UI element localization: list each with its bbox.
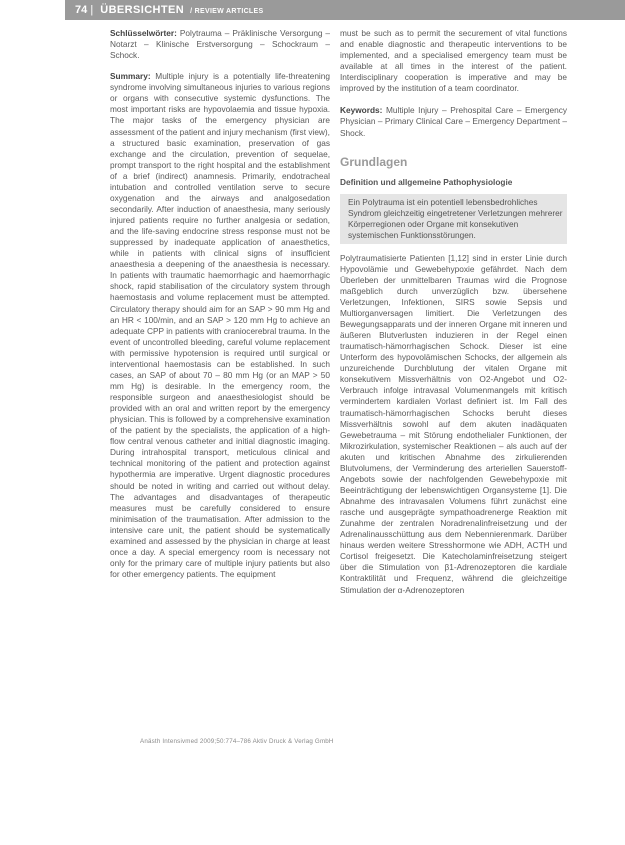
summary-continuation: must be such as to permit the securement of vital functions and enable diagnostic and therapeutic interventions to be implemented, and a specialised emergency team must be available at all times in the interest of the patient. Interdisciplinary cooperation is imperative and may be improved by the institution of a team coordinator. — [340, 28, 567, 94]
english-keywords — [340, 105, 567, 138]
subsection-title: / REVIEW ARTICLES — [190, 8, 264, 15]
keywords-label-en: Keywords: — [340, 105, 383, 116]
section-heading: Grundlagen — [340, 154, 408, 169]
subsection-heading: Definition und allgemeine Pathophysiologie — [340, 176, 513, 187]
running-header — [65, 0, 625, 20]
body-text: Polytraumatisierte Patienten [1,12] sind in erster Linie durch Hypovolämie und Gewebehypoxie gefährdet. Nach dem Überleben der unmittelbaren Traumas wird die Prognose maßgeblich durch unverzüglich bzw. übersehene Verletzungen, Infektionen, SIRS sowie Sepsis und Multiorganversagen limitiert. Die Verletzungen des Bewegungsapparats und der inneren Organe mit inneren und äußeren Blutverlusten induzieren in der Regel einen traumatisch-hämorrhagischen Schock. Dieser ist eine Unterform des hypovolämischen Schocks, der allgemein als unzureichende Durchblutung der vitalen Organe mit konsekutivem Missverhältnis von O2-Angebot und O2-Verbrauch infolge intravasal Volumenmangels mit kritisch vermindertem kardialen Vorlast definiert ist. Im Fall des traumatisch-hämorrhagischen Schocks beruht dieses Missverhältnis sowohl auf dem akuten inadäquaten Gewebetrauma – mit Störung endothelialer Funktionen, der Mikrozirkulation, systemischer Reaktionen – als auch auf der akuten und kritischen Abnahme des zirkulierenden Blutvolumens, der Verminderung des arteriellen Sauerstoff-Angebots sowie der nachfolgenden Gewebehypoxie mit Beeinträchtigung der lebenswichtigen Organsysteme [1]. Die Abnahme des intravasalen Volumens führt zunächst eine rasche und ausgeprägte sympathoadrenerge Reaktion mit Zunahme der zentralen Noradrenalinfreisetzung und der Adrenalinausschüttung aus dem Nebennierenmark. Darüber hinaus werden weitere Stresshormone wie ADH, ACTH und Cortisol freigesetzt. Die Katecholaminfreisetzung steigert über die Stimulation von β1-Adrenozeptoren die kardiale Kontraktilität und Frequenz, während die gleichzeitige Stimulation der α-Adrenozeptoren — [340, 252, 567, 595]
page-number: 74 — [75, 4, 88, 16]
right-column — [340, 28, 567, 607]
german-keywords — [110, 28, 330, 61]
keywords-text-en: Multiple Injury – Prehospital Care – Emergency Physician – Primary Clinical Care – Emergency Department – Shock. — [340, 105, 567, 138]
footer-citation: Anästh Intensivmed 2009;50:774–786 Aktiv Druck & Verlag GmbH — [140, 738, 334, 745]
summary-text: Multiple injury is a potentially life-threatening syndrome involving simultaneous injuries to various regions or organs with consecutive systemic dysfunctions. The most important risks are hypovolaemia and tissue hypoxia. The major tasks of the emergency physician are assessment of the patient and injury mechanism (first view), a structured basic examination, preservation of gas exchange and the circulation, prevention of sequelae, prompt transport to the right hospital and the establishment of a brief (indirect) anamnesis. Primarily, endotracheal intubation and controlled ventilation serve to secure oxygenation and the airways and analgosedation secondarily. After induction of anaesthesia, many seriously injured patients require no further analgesia or sedation, and the life-saving endocrine stress response must not be suppressed by inadequate application of anaesthetics, while in patients with clinical signs of insufficient anaesthesia a deepening of the anaesthesia is necessary. In patients with traumatic haemorrhagic and haemorrhagic shock, rapid stabilisation of the circulatory system through haemostasis and volume replacement must be attempted. Circulatory therapy should aim for an SAP > 90 mm Hg and an HR < 100/min, and an SAP > 120 mm Hg to achieve an adequate CPP in patients with craniocerebral trauma. In the event of uncontrolled bleeding, careful volume replacement with permissive hypotension is required until surgical or interventional haemostasis can be established. In such cases, an SAP of about 70 – 80 mm Hg (or an MAP > 50 mm Hg) is desirable. In the emergency room, the responsible surgeon and anaesthesiologist should be provided with an oral and written report by the emergency physician. This is followed by a comprehensive examination of the patient by the specialists, the application of a high-flow central venous catheter and initial diagnostic imaging. During intrahospital transport, meticulous clinical and technical monitoring of the patient and protection against hypothermia are imperative. Urgent diagnostic procedures should be noted in writing and carried out without delay. The advantages and disadvantages of therapeutic measures must be carefully considered to ensure minimisation of the traumatisation. After admission to the intensive care unit, the patient should be systematically examined and assessed by the physician in charge at least once a day. A special emergency room is necessary not only for the primary care of multiple injury patients but also for other emergency patients. The equipment — [110, 71, 331, 579]
section-title: ÜBERSICHTEN — [100, 4, 185, 16]
summary-label: Summary: — [110, 71, 151, 82]
summary-paragraph — [110, 71, 330, 580]
definition-box: Ein Polytrauma ist ein potentiell lebensbedrohliches Syndrom gleichzeitig eingetretener Verletzungen mehrerer Körperregionen oder Organe mit konsekutiven systemischen Funktionsstörungen. — [340, 194, 567, 244]
left-column — [110, 28, 330, 580]
header-separator: | — [90, 4, 94, 16]
keywords-label: Schlüsselwörter: — [110, 28, 177, 38]
keywords-text: Polytrauma – Präklinische Versorgung – Notarzt – Klinische Erstversorgung – Schockraum – Schock. — [110, 28, 331, 61]
